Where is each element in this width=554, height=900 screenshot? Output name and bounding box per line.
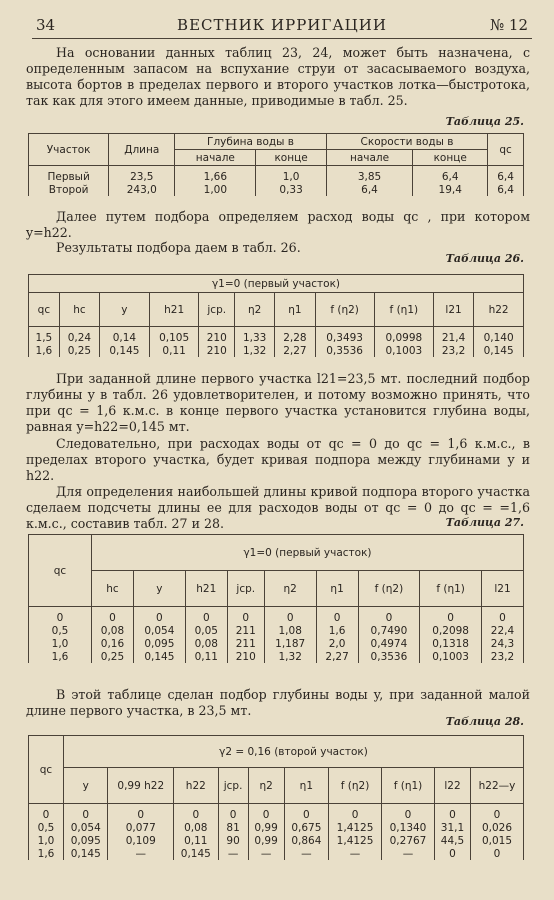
table-27-header-row xyxy=(29,571,524,607)
table-cell: 0,145 xyxy=(133,650,185,663)
column-header: f (η1) xyxy=(374,293,433,327)
table-row xyxy=(29,650,524,663)
column-header: y xyxy=(133,571,185,607)
table-cell: 0,99 xyxy=(248,821,284,834)
table-cell: 0,05 xyxy=(185,624,227,637)
table-cell: 1,4125 xyxy=(329,834,382,847)
table-row xyxy=(29,821,524,834)
table-cell: 0 xyxy=(420,607,482,625)
column-header: hc xyxy=(92,571,134,607)
table-row xyxy=(29,344,524,357)
table-cell: 0,5 xyxy=(29,821,64,834)
column-header: l21 xyxy=(433,293,473,327)
paragraph-max-length: Для определения наибольшей длины кривой подпора второго участка сделаем подсчеты длины ее для расходов воды от qc = 0 до qc = =1,6 к.м.с., составив табл. 27 и 28. xyxy=(26,484,530,531)
table-26-body xyxy=(29,327,524,358)
table-cell: 0 xyxy=(64,804,108,822)
table-cell: 0,25 xyxy=(59,344,99,357)
table-cell: 0,08 xyxy=(174,821,218,834)
table-cell: 1,6 xyxy=(29,344,60,357)
column-header: η1 xyxy=(284,768,328,804)
table-cell: 0,1340 xyxy=(382,821,435,834)
table-cell: 0 xyxy=(227,607,264,625)
table-cell: 210 xyxy=(199,344,235,357)
table-cell: — xyxy=(284,847,328,860)
issue-number: № 12 xyxy=(489,16,528,34)
table-cell: 0 xyxy=(185,607,227,625)
table-cell: 0,2767 xyxy=(382,834,435,847)
table-row xyxy=(29,834,524,847)
table-cell: 0 xyxy=(133,607,185,625)
table-cell: 0,145 xyxy=(100,344,150,357)
table-cell: 0,077 xyxy=(108,821,174,834)
table-cell: 6,4 xyxy=(326,183,412,196)
paragraph-intro: На основании данных таблиц 23, 24, может быть назначена, с определенным запасом на вспухание струи от засасываемого воздуха, высота бортов в пределах первого и второго участков лотка—быстротока, так как для этого имеем данные, приводимые в табл. 25. xyxy=(26,45,530,108)
column-header: f (η1) xyxy=(420,571,482,607)
table-cell: 1,32 xyxy=(235,344,275,357)
table-cell: 0 xyxy=(248,804,284,822)
column-header: f (η2) xyxy=(329,768,382,804)
group-header: γ2 = 0,16 (второй участок) xyxy=(64,736,524,768)
table-26 xyxy=(28,274,524,357)
table-cell: 210 xyxy=(199,327,235,345)
table-cell: 0,11 xyxy=(149,344,199,357)
col-glubina: Глубина воды в xyxy=(175,134,327,150)
group-header: γ1=0 (первый участок) xyxy=(29,275,524,293)
table-cell: 3,85 xyxy=(326,166,412,184)
table-cell: 0 xyxy=(434,804,470,822)
table-cell: 0,11 xyxy=(174,834,218,847)
running-header xyxy=(32,14,532,39)
table-cell: 1,00 xyxy=(175,183,256,196)
table-cell: Второй xyxy=(29,183,109,196)
col-glubina-nachale: начале xyxy=(175,150,256,166)
table-cell: 0 xyxy=(29,804,64,822)
table-cell: 211 xyxy=(227,637,264,650)
table-cell: 243,0 xyxy=(109,183,175,196)
table-cell: 21,4 xyxy=(433,327,473,345)
column-header: h22—y xyxy=(470,768,523,804)
table-cell: 23,5 xyxy=(109,166,175,184)
column-header: η1 xyxy=(275,293,315,327)
column-header: hc xyxy=(59,293,99,327)
table-cell: 0,095 xyxy=(133,637,185,650)
table-cell: 0 xyxy=(434,847,470,860)
table-row xyxy=(29,166,524,184)
column-header: h21 xyxy=(149,293,199,327)
column-header: l22 xyxy=(434,768,470,804)
table-cell: 22,4 xyxy=(481,624,523,637)
table-26-header-row xyxy=(29,293,524,327)
table-row xyxy=(29,183,524,196)
table-cell: 0,3536 xyxy=(315,344,374,357)
table-cell: 90 xyxy=(218,834,248,847)
column-header: f (η2) xyxy=(315,293,374,327)
table-cell: 0 xyxy=(316,607,358,625)
table-cell: 1,32 xyxy=(264,650,316,663)
column-header: η2 xyxy=(235,293,275,327)
table-27-caption: Таблица 27. xyxy=(445,516,524,529)
table-cell: 0 xyxy=(329,804,382,822)
table-cell: 0,145 xyxy=(474,344,524,357)
table-cell: — xyxy=(248,847,284,860)
table-cell: 31,1 xyxy=(434,821,470,834)
table-cell: 210 xyxy=(227,650,264,663)
paragraph-results: Результаты подбора даем в табл. 26. xyxy=(56,240,301,255)
table-cell: 1,187 xyxy=(264,637,316,650)
paragraph-podbor: Далее путем подбора определяем расход воды qc , при котором y=h22. xyxy=(26,209,530,240)
column-header: f (η1) xyxy=(382,768,435,804)
table-26-caption: Таблица 26. xyxy=(445,252,524,265)
table-cell: 0,4974 xyxy=(358,637,420,650)
table-cell: 0,08 xyxy=(185,637,227,650)
table-cell: — xyxy=(108,847,174,860)
table-cell: 0,095 xyxy=(64,834,108,847)
table-cell: 0 xyxy=(284,804,328,822)
table-cell: 23,2 xyxy=(433,344,473,357)
table-cell: 0,145 xyxy=(174,847,218,860)
table-cell: 0 xyxy=(470,847,523,860)
column-header: f (η2) xyxy=(358,571,420,607)
table-cell: 0,99 xyxy=(248,834,284,847)
table-cell: 1,6 xyxy=(316,624,358,637)
table-cell: 1,08 xyxy=(264,624,316,637)
col-glubina-konce: конце xyxy=(256,150,326,166)
page-number: 34 xyxy=(36,16,56,34)
table-cell: 0,105 xyxy=(149,327,199,345)
table-cell: 0,054 xyxy=(133,624,185,637)
table-cell: 0 xyxy=(481,607,523,625)
table-cell: 1,6 xyxy=(29,847,64,860)
table-cell: 2,28 xyxy=(275,327,315,345)
table-cell: 0,1003 xyxy=(420,650,482,663)
column-header: η1 xyxy=(316,571,358,607)
table-cell: 0 xyxy=(174,804,218,822)
journal-title: ВЕСТНИК ИРРИГАЦИИ xyxy=(177,16,387,34)
table-cell: 0,1318 xyxy=(420,637,482,650)
table-cell: 0 xyxy=(264,607,316,625)
table-cell: 1,6 xyxy=(29,650,92,663)
table-cell: 211 xyxy=(227,624,264,637)
table-row xyxy=(29,637,524,650)
table-cell: 44,5 xyxy=(434,834,470,847)
table-cell: 0,0998 xyxy=(374,327,433,345)
table-cell: 24,3 xyxy=(481,637,523,650)
table-cell: — xyxy=(218,847,248,860)
column-header: η2 xyxy=(248,768,284,804)
table-cell: 0,015 xyxy=(470,834,523,847)
table-cell: 0,2098 xyxy=(420,624,482,637)
column-header: jср. xyxy=(227,571,264,607)
table-28-header-row xyxy=(29,768,524,804)
table-cell: 0,24 xyxy=(59,327,99,345)
table-row xyxy=(29,327,524,345)
col-qc: qc xyxy=(488,134,524,166)
column-header: jср. xyxy=(218,768,248,804)
table-row xyxy=(29,847,524,860)
table-cell: 0,11 xyxy=(185,650,227,663)
table-27-body xyxy=(29,607,524,664)
table-27 xyxy=(28,534,524,663)
table-row xyxy=(29,607,524,625)
table-cell: 19,4 xyxy=(413,183,488,196)
table-cell: 1,0 xyxy=(256,166,326,184)
column-header: y xyxy=(64,768,108,804)
table-cell: 0,054 xyxy=(64,821,108,834)
table-cell: 0,145 xyxy=(64,847,108,860)
table-cell: 2,27 xyxy=(316,650,358,663)
table-cell: 1,0 xyxy=(29,834,64,847)
table-cell: 6,4 xyxy=(413,166,488,184)
col-skorosti: Скорости воды в xyxy=(326,134,487,150)
table-cell: 0,3493 xyxy=(315,327,374,345)
column-header: h21 xyxy=(185,571,227,607)
table-cell: 1,5 xyxy=(29,327,60,345)
table-cell: — xyxy=(382,847,435,860)
table-cell: 1,33 xyxy=(235,327,275,345)
table-25-caption: Таблица 25. xyxy=(445,115,524,128)
table-28-caption: Таблица 28. xyxy=(445,715,524,728)
column-header: l21 xyxy=(481,571,523,607)
table-cell: 0 xyxy=(358,607,420,625)
table-25 xyxy=(28,133,524,196)
table-cell: 0,25 xyxy=(92,650,134,663)
table-cell: 1,0 xyxy=(29,637,92,650)
col-skorosti-konce: конце xyxy=(413,150,488,166)
table-cell: 0,3536 xyxy=(358,650,420,663)
table-cell: 81 xyxy=(218,821,248,834)
table-cell: 0,5 xyxy=(29,624,92,637)
col-qc: qc xyxy=(29,736,64,804)
table-cell: 0,109 xyxy=(108,834,174,847)
paragraph-selection: В этой таблице сделан подбор глубины воды y, при заданной малой длине первого участка, в 23,5 мт. xyxy=(26,687,530,718)
table-cell: 0,675 xyxy=(284,821,328,834)
table-cell: 0,08 xyxy=(92,624,134,637)
table-cell: 6,4 xyxy=(488,183,524,196)
table-cell: 0,026 xyxy=(470,821,523,834)
col-skorosti-nachale: начале xyxy=(326,150,412,166)
col-dlina: Длина xyxy=(109,134,175,166)
column-header: qc xyxy=(29,293,60,327)
table-cell: 0,14 xyxy=(100,327,150,345)
table-cell: 2,27 xyxy=(275,344,315,357)
table-28-body xyxy=(29,804,524,861)
table-cell: 0,7490 xyxy=(358,624,420,637)
table-cell: 23,2 xyxy=(481,650,523,663)
table-cell: 0 xyxy=(470,804,523,822)
column-header: 0,99 h22 xyxy=(108,768,174,804)
table-cell: 0,140 xyxy=(474,327,524,345)
table-cell: 0 xyxy=(382,804,435,822)
column-header: jср. xyxy=(199,293,235,327)
column-header: y xyxy=(100,293,150,327)
column-header: h22 xyxy=(474,293,524,327)
table-25-body xyxy=(29,166,524,197)
table-cell: Первый xyxy=(29,166,109,184)
table-cell: 2,0 xyxy=(316,637,358,650)
table-cell: 0,16 xyxy=(92,637,134,650)
table-row xyxy=(29,804,524,822)
table-cell: 0 xyxy=(92,607,134,625)
table-cell: 0 xyxy=(29,607,92,625)
paragraph-consequence: Следовательно, при расходах воды от qc = 0 до qc = 1,6 к.м.с., в пределах второго участка, будет кривая подпора между глубинами y и h22. xyxy=(26,436,530,483)
table-cell: 1,4125 xyxy=(329,821,382,834)
table-cell: 6,4 xyxy=(488,166,524,184)
table-cell: 0 xyxy=(218,804,248,822)
column-header: η2 xyxy=(264,571,316,607)
table-cell: 0,864 xyxy=(284,834,328,847)
table-28 xyxy=(28,735,524,860)
table-cell: 0,33 xyxy=(256,183,326,196)
table-cell: 0 xyxy=(108,804,174,822)
paragraph-length: При заданной длине первого участка l21=23,5 мт. последний подбор глубины y в табл. 26 удовлетворителен, и потому возможно принять, что при qc = 1,6 к.м.с. в конце первого участка установится глубина воды, равная y=h22=0,145 мт. xyxy=(26,371,530,434)
col-qc: qc xyxy=(29,535,92,607)
group-header: γ1=0 (первый участок) xyxy=(92,535,524,571)
table-row xyxy=(29,624,524,637)
col-uchastok: Участок xyxy=(29,134,109,166)
table-cell: 1,66 xyxy=(175,166,256,184)
column-header: h22 xyxy=(174,768,218,804)
table-cell: 0,1003 xyxy=(374,344,433,357)
table-cell: — xyxy=(329,847,382,860)
